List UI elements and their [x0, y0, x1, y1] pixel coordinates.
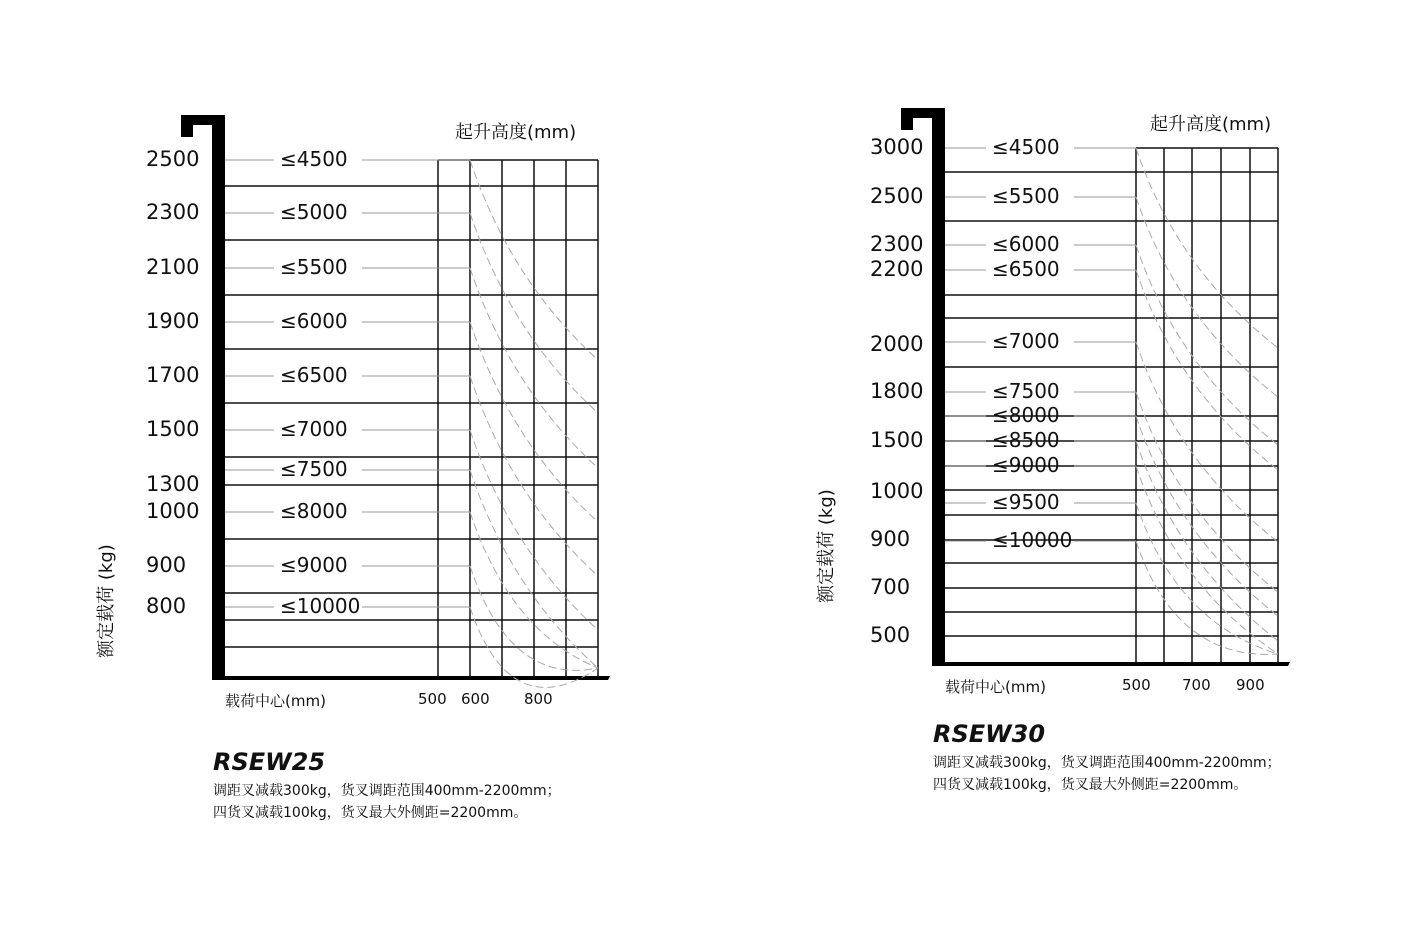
height-limit-label: ≤7000: [992, 329, 1060, 353]
load-curve: [1136, 503, 1278, 654]
load-tick-label: 2500: [146, 147, 200, 171]
note-text: 调距叉减载300kg，货叉调距范围400mm-2200mm；: [213, 783, 561, 799]
load-tick-label: 2300: [870, 232, 924, 256]
load-tick-label: 1900: [146, 309, 200, 333]
height-limit-label: ≤5000: [280, 200, 348, 224]
model-name: RSEW25: [213, 748, 326, 776]
load-axis-title: 额定载荷 (kg): [95, 544, 117, 658]
height-limit-label: ≤4500: [992, 135, 1060, 159]
height-limit-label: ≤7500: [992, 379, 1060, 403]
load-curve: [1136, 441, 1278, 641]
load-tick-label: 2100: [146, 255, 200, 279]
fork-frame: [901, 108, 1290, 666]
load-curve: [1136, 342, 1278, 542]
load-tick-label: 1000: [870, 479, 924, 503]
load-tick-label: 2300: [146, 200, 200, 224]
center-tick-label: 700: [1182, 676, 1211, 694]
load-tick-label: 1500: [870, 428, 924, 452]
center-axis-title: 载荷中心(mm): [225, 692, 326, 710]
load-tick-label: 2500: [870, 184, 924, 208]
note-text: 调距叉减载300kg，货叉调距范围400mm-2200mm；: [933, 755, 1281, 771]
height-axis-title: 起升高度(mm): [455, 122, 577, 143]
load-tick-label: 1700: [146, 363, 200, 387]
center-tick-label: 900: [1236, 676, 1265, 694]
load-tick-label: 700: [870, 575, 911, 599]
load-curve: [1136, 392, 1278, 592]
height-limit-label: ≤8000: [280, 499, 348, 523]
height-limit-label: ≤9000: [280, 553, 348, 577]
height-limit-label: ≤10000: [280, 594, 361, 618]
load-tick-label: 900: [870, 527, 911, 551]
load-axis-title: 额定载荷 (kg): [815, 489, 837, 603]
center-tick-label: 600: [461, 690, 490, 708]
load-tick-label: 1800: [870, 379, 924, 403]
height-limit-label: ≤8500: [992, 428, 1060, 452]
height-limit-label: ≤6000: [280, 309, 348, 333]
load-tick-label: 1300: [146, 472, 200, 496]
height-limit-label: ≤7000: [280, 417, 348, 441]
center-tick-label: 500: [1122, 676, 1151, 694]
load-curve: [1136, 466, 1278, 654]
fork-frame: [181, 115, 610, 680]
load-tick-label: 1000: [146, 499, 200, 523]
height-limit-label: ≤5500: [280, 255, 348, 279]
height-limit-label: ≤6500: [992, 257, 1060, 281]
height-limit-label: ≤9000: [992, 453, 1060, 477]
model-name: RSEW30: [933, 720, 1046, 748]
height-limit-label: ≤6500: [280, 363, 348, 387]
center-tick-label: 800: [524, 690, 553, 708]
height-axis-title: 起升高度(mm): [1150, 114, 1272, 135]
load-tick-label: 900: [146, 553, 187, 577]
load-tick-label: 2200: [870, 257, 924, 281]
center-tick-label: 500: [418, 690, 447, 708]
load-curve: [1136, 270, 1278, 470]
load-tick-label: 500: [870, 623, 911, 647]
height-limit-label: ≤9500: [992, 490, 1060, 514]
load-curve: [1136, 416, 1278, 616]
load-tick-label: 2000: [870, 332, 924, 356]
load-curve: [1136, 245, 1278, 445]
load-tick-label: 3000: [870, 135, 924, 159]
note-text: 四货叉减载100kg，货叉最大外侧距=2200mm。: [213, 805, 528, 821]
note-text: 四货叉减载100kg，货叉最大外侧距=2200mm。: [933, 777, 1248, 793]
height-limit-label: ≤8000: [992, 403, 1060, 427]
center-axis-title: 载荷中心(mm): [945, 678, 1046, 696]
load-tick-label: 800: [146, 594, 187, 618]
height-limit-label: ≤5500: [992, 184, 1060, 208]
height-limit-label: ≤10000: [992, 528, 1073, 552]
height-limit-label: ≤7500: [280, 457, 348, 481]
height-limit-label: ≤6000: [992, 232, 1060, 256]
load-tick-label: 1500: [146, 417, 200, 441]
height-limit-label: ≤4500: [280, 147, 348, 171]
